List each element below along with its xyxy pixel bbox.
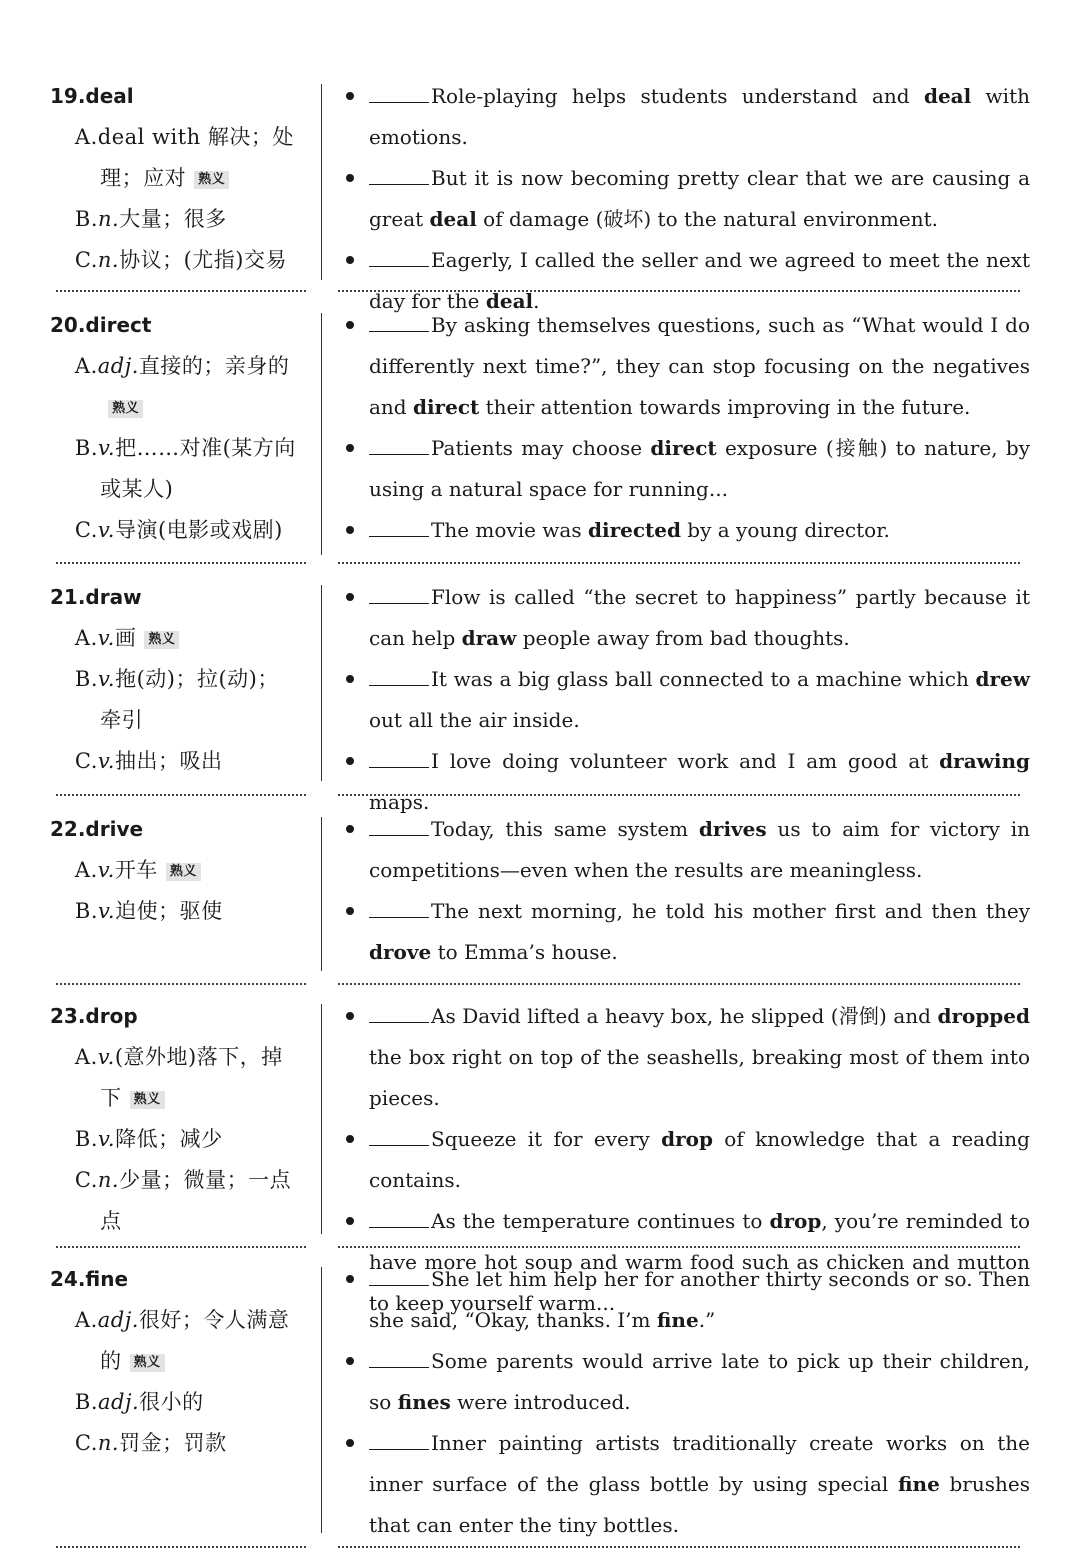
example-sentence	[340, 1341, 1030, 1423]
example-sentence	[340, 1119, 1030, 1201]
sense-meaning: 把……对准(某方向或某人)	[100, 436, 296, 501]
column-divider	[321, 313, 322, 555]
sentence-text: brushes that can enter the tiny bottles.	[369, 1472, 1030, 1537]
part-of-speech: adj.	[97, 354, 139, 378]
answer-blank[interactable]	[369, 1127, 429, 1146]
sentence-text: Eagerly, I called the seller and we agreed to meet the next day for the	[369, 248, 1030, 313]
sense-item	[56, 659, 300, 741]
part-of-speech: v.	[98, 1127, 116, 1151]
divider	[338, 794, 1020, 796]
sentence-text: Patients may choose	[431, 436, 651, 460]
divider	[338, 290, 1020, 292]
target-word: directed	[587, 518, 681, 542]
target-word: drew	[975, 667, 1030, 691]
word-title: 24.fine	[50, 1267, 129, 1291]
divider	[338, 562, 1020, 564]
divider	[56, 1546, 306, 1548]
bullet-icon	[346, 444, 354, 452]
target-word: drop	[769, 1209, 822, 1233]
part-of-speech: v.	[98, 899, 116, 923]
sentence-text: by a young director.	[680, 518, 890, 542]
sense-item	[56, 850, 300, 891]
target-word: deal	[485, 289, 534, 313]
answer-blank[interactable]	[369, 667, 429, 686]
example-sentence	[340, 158, 1030, 240]
target-word: dropped	[937, 1004, 1030, 1028]
sense-letter: B.	[74, 1127, 99, 1151]
sentence-text: The movie was	[431, 518, 588, 542]
familiar-meaning-tag: 熟义	[130, 1354, 165, 1372]
sense-letter: A.	[74, 626, 98, 650]
sentence-text: She let him help her for another thirty seconds or so. Then she said, “Okay, thanks. I’m	[369, 1267, 1030, 1332]
example-sentences	[340, 76, 1030, 322]
sentence-text: people away from bad thoughts.	[516, 626, 850, 650]
sense-letter: B.	[74, 1390, 99, 1414]
sense-meaning: 少量；微量；一点点	[100, 1168, 292, 1233]
target-word: fine	[898, 1472, 940, 1496]
sentence-text: I love doing volunteer work and I am good at	[431, 749, 940, 773]
answer-blank[interactable]	[369, 313, 429, 332]
example-sentence	[340, 577, 1030, 659]
answer-blank[interactable]	[369, 84, 429, 103]
target-word: draw	[461, 626, 517, 650]
target-word: direct	[650, 436, 717, 460]
bullet-icon	[346, 92, 354, 100]
bullet-icon	[346, 1275, 354, 1283]
bullet-icon	[346, 825, 354, 833]
sense-letter: A.	[74, 125, 98, 149]
example-sentences	[340, 1259, 1030, 1546]
divider	[338, 1246, 1020, 1248]
bullet-icon	[346, 1217, 354, 1225]
sense-item	[56, 1119, 300, 1160]
sense-letter: B.	[74, 667, 99, 691]
divider	[56, 983, 306, 985]
sentence-text: their attention towards improving in the future.	[479, 395, 971, 419]
part-of-speech: v.	[97, 1045, 115, 1069]
answer-blank[interactable]	[369, 1431, 429, 1450]
column-divider	[321, 1004, 322, 1234]
sense-letter: C.	[74, 1168, 98, 1192]
sense-letter: C.	[74, 749, 98, 773]
sense-letter: A.	[74, 858, 98, 882]
column-divider	[321, 84, 322, 280]
part-of-speech: n.	[97, 248, 120, 272]
bullet-icon	[346, 907, 354, 915]
sentence-text: were introduced.	[450, 1390, 631, 1414]
sense-meaning: 协议；(尤指)交易	[119, 248, 287, 272]
example-sentence	[340, 659, 1030, 741]
bullet-icon	[346, 675, 354, 683]
part-of-speech: adj.	[97, 1308, 139, 1332]
sense-meaning: (意外地)落下，掉下	[100, 1045, 283, 1110]
sentence-text: of knowledge that a reading contains.	[369, 1127, 1030, 1192]
sentence-text: .”	[698, 1308, 716, 1332]
word-senses	[50, 305, 300, 551]
part-of-speech: v.	[97, 749, 115, 773]
bullet-icon	[346, 321, 354, 329]
answer-blank[interactable]	[369, 436, 429, 455]
sense-letter: A.	[74, 1045, 98, 1069]
answer-blank[interactable]	[369, 899, 429, 918]
word-title: 20.direct	[50, 313, 152, 337]
sense-letter: C.	[74, 518, 98, 542]
target-word: deal	[923, 84, 972, 108]
sense-item	[56, 1300, 300, 1382]
sense-meaning: 很小的	[139, 1390, 204, 1414]
target-word: drawing	[939, 749, 1030, 773]
sentence-text: Role-playing helps students understand and	[431, 84, 924, 108]
part-of-speech: v.	[98, 436, 116, 460]
answer-blank[interactable]	[369, 248, 429, 267]
target-word: drove	[369, 940, 432, 964]
sense-item	[56, 1037, 300, 1119]
sentence-text: Squeeze it for every	[431, 1127, 662, 1151]
part-of-speech: v.	[97, 858, 115, 882]
sentence-text: But it is now becoming pretty clear that we are causing a great	[369, 166, 1030, 231]
familiar-meaning-tag: 熟义	[194, 171, 229, 189]
sentence-text: to Emma’s house.	[431, 940, 618, 964]
sense-letter: A.	[74, 354, 98, 378]
target-word: direct	[412, 395, 480, 419]
sense-item	[56, 240, 300, 281]
familiar-meaning-tag: 熟义	[130, 1091, 165, 1109]
word-title: 19.deal	[50, 84, 134, 108]
example-sentence	[340, 76, 1030, 158]
target-word: fine	[656, 1308, 699, 1332]
sentence-text: It was a big glass ball connected to a machine which	[431, 667, 976, 691]
example-sentence	[340, 428, 1030, 510]
bullet-icon	[346, 256, 354, 264]
sense-meaning: 直接的；亲身的	[138, 354, 290, 378]
word-senses	[50, 577, 300, 782]
bullet-icon	[346, 757, 354, 765]
word-senses	[50, 76, 300, 281]
answer-blank[interactable]	[369, 817, 429, 836]
bullet-icon	[346, 1012, 354, 1020]
sense-item	[56, 1423, 300, 1464]
divider	[56, 290, 306, 292]
sense-meaning: 画	[114, 626, 137, 650]
target-word: fines	[397, 1390, 451, 1414]
word-title: 21.draw	[50, 585, 142, 609]
example-sentence	[340, 891, 1030, 973]
bullet-icon	[346, 1439, 354, 1447]
part-of-speech: v.	[97, 518, 115, 542]
example-sentence	[340, 996, 1030, 1119]
sentence-text: Inner painting artists traditionally create works on the inner surface of the glass bottle by using special	[369, 1431, 1030, 1496]
sense-item	[56, 1382, 300, 1423]
column-divider	[321, 1267, 322, 1533]
sense-item	[56, 346, 300, 428]
example-sentence	[340, 1259, 1030, 1341]
sentence-text: As David lifted a heavy box, he slipped (滑倒) and	[431, 1004, 938, 1028]
divider	[338, 983, 1020, 985]
sense-item	[56, 510, 300, 551]
sense-meaning: 导演(电影或戏剧)	[114, 518, 283, 542]
example-sentences	[340, 305, 1030, 551]
sense-item	[56, 741, 300, 782]
divider	[56, 1246, 306, 1248]
example-sentences	[340, 577, 1030, 823]
answer-blank[interactable]	[369, 518, 429, 537]
sense-item	[56, 618, 300, 659]
target-word: drop	[661, 1127, 713, 1151]
answer-blank[interactable]	[369, 166, 429, 185]
column-divider	[321, 585, 322, 781]
sense-letter: C.	[74, 248, 98, 272]
bullet-icon	[346, 1135, 354, 1143]
answer-blank[interactable]	[369, 1267, 429, 1286]
sense-meaning: 抽出；吸出	[114, 749, 223, 773]
answer-blank[interactable]	[369, 1004, 429, 1023]
familiar-meaning-tag: 熟义	[144, 631, 179, 649]
target-word: drives	[698, 817, 767, 841]
answer-blank[interactable]	[369, 1209, 429, 1228]
sentence-text: the box right on top of the seashells, breaking most of them into pieces.	[369, 1045, 1030, 1110]
sense-item	[56, 117, 300, 199]
sentence-text: exposure (接触) to nature, by using a natural space for running...	[369, 436, 1030, 501]
example-sentences	[340, 809, 1030, 973]
answer-blank[interactable]	[369, 1349, 429, 1368]
sentence-text: Today, this same system	[431, 817, 699, 841]
sentence-text: with emotions.	[369, 84, 1030, 149]
sentence-text: us to aim for victory in competitions—even when the results are meaningless.	[369, 817, 1030, 882]
sense-meaning: 降低；减少	[115, 1127, 223, 1151]
part-of-speech: v.	[98, 667, 116, 691]
part-of-speech: n.	[97, 1168, 120, 1192]
sentence-text: .	[533, 289, 540, 313]
sentence-text: As the temperature continues to	[431, 1209, 770, 1233]
bullet-icon	[346, 526, 354, 534]
sense-meaning: 开车	[114, 858, 158, 882]
sense-letter: C.	[74, 1431, 98, 1455]
example-sentence	[340, 809, 1030, 891]
sentence-text: The next morning, he told his mother first and then they	[431, 899, 1030, 923]
target-word: deal	[429, 207, 477, 231]
sentence-text: maps.	[369, 790, 430, 814]
sentence-text: of damage (破坏) to the natural environment.	[476, 207, 939, 231]
part-of-speech: v.	[97, 626, 115, 650]
sense-meaning: 拖(动)；拉(动)；牵引	[100, 667, 279, 732]
word-senses	[50, 809, 300, 932]
sense-item	[56, 199, 300, 240]
sense-letter: B.	[74, 207, 99, 231]
example-sentence	[340, 1423, 1030, 1546]
sense-meaning: deal with 解决；处理；应对	[97, 125, 294, 190]
divider	[338, 1546, 1020, 1548]
bullet-icon	[346, 593, 354, 601]
sentence-text: Flow is called “the secret to happiness” partly because it can help	[369, 585, 1030, 650]
sentence-text: , you’re reminded to have more hot soup and warm food such as chicken and mutton to keep yourself warm...	[369, 1209, 1031, 1315]
sense-item	[56, 428, 300, 510]
part-of-speech: n.	[98, 207, 120, 231]
answer-blank[interactable]	[369, 585, 429, 604]
example-sentence	[340, 305, 1030, 428]
sense-item	[56, 891, 300, 932]
answer-blank[interactable]	[369, 749, 429, 768]
familiar-meaning-tag: 熟义	[108, 400, 143, 418]
divider	[56, 562, 306, 564]
word-senses	[50, 996, 300, 1242]
sense-letter: A.	[74, 1308, 98, 1332]
example-sentence	[340, 510, 1030, 551]
sense-meaning: 很好；令人满意的	[100, 1308, 290, 1373]
sense-item	[56, 1160, 300, 1242]
sentence-text: By asking themselves questions, such as “What would I do differently next time?”, they can stop focusing on the negatives and	[369, 313, 1030, 419]
bullet-icon	[346, 1357, 354, 1365]
word-title: 23.drop	[50, 1004, 138, 1028]
bullet-icon	[346, 174, 354, 182]
sense-meaning: 大量；很多	[119, 207, 227, 231]
sense-letter: B.	[74, 436, 99, 460]
part-of-speech: adj.	[98, 1390, 140, 1414]
word-senses	[50, 1259, 300, 1464]
divider	[56, 794, 306, 796]
column-divider	[321, 817, 322, 971]
sense-meaning: 迫使；驱使	[115, 899, 223, 923]
sense-letter: B.	[74, 899, 99, 923]
sentence-text: Some parents would arrive late to pick up their children, so	[369, 1349, 1030, 1414]
familiar-meaning-tag: 熟义	[166, 863, 201, 881]
sentence-text: out all the air inside.	[369, 708, 580, 732]
word-title: 22.drive	[50, 817, 144, 841]
part-of-speech: n.	[97, 1431, 120, 1455]
sense-meaning: 罚金；罚款	[119, 1431, 227, 1455]
